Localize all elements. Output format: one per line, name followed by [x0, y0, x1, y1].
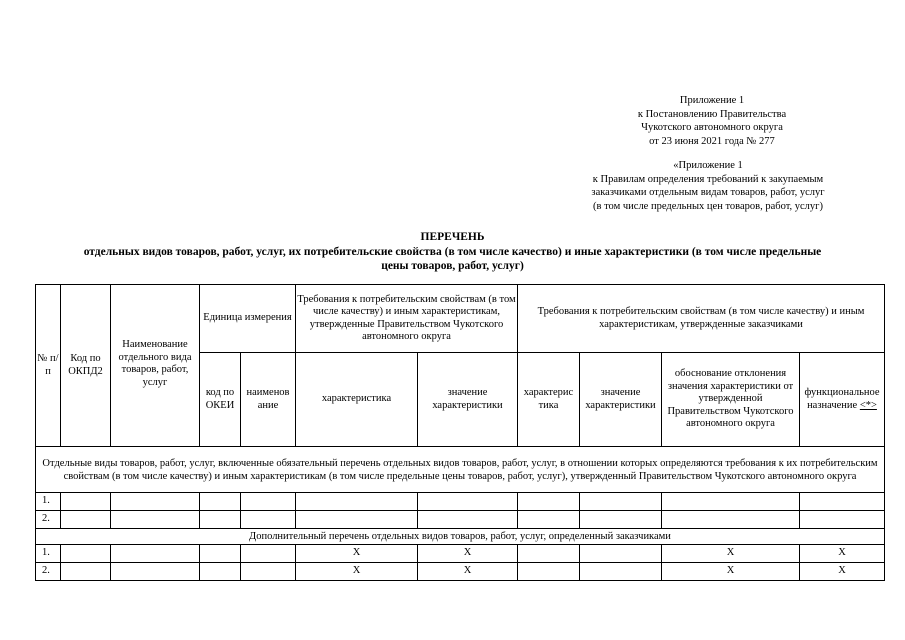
appendix-1-line: Чукотского автономного округа — [641, 122, 783, 133]
appendix-1-line: к Постановлению Правительства — [637, 108, 787, 120]
footnote-link[interactable]: <*> — [859, 399, 877, 411]
appendix-1-line: от 23 июня 2021 года № 277 — [649, 135, 775, 147]
mark-cell: X — [662, 563, 800, 581]
col-header-unit: Единица измерения — [200, 285, 296, 353]
col-header-deviation-justification: обоснование отклонения значения характеристики от утвержденной Правительством Чукотского автономного округа — [662, 353, 800, 447]
col-header-customer-value: значение характеристики — [580, 353, 662, 447]
mark-cell: X — [418, 563, 518, 581]
appendix-2-line: «Приложение 1 — [673, 160, 743, 171]
col-header-unit-code: код по ОКЕИ — [200, 353, 241, 447]
col-header-gov-value: значение характеристики — [418, 353, 518, 447]
appendix-1-block — [587, 94, 837, 148]
section-1-heading: Отдельные виды товаров, работ, услуг, включенные обязательный перечень отдельных видов товаров, работ, услуг, в отношении которых определяются требования к их потребительским свойствам (в том числе качеству) и иным характеристикам (в том числе предельные цены товаров, работ, услуг), утвержденный Правительством Чукотского автономного округа — [36, 447, 885, 493]
table-row — [36, 493, 885, 511]
col-header-customer-characteristic: характерис тика — [518, 353, 580, 447]
col-header-name: Наименование отдельного вида товаров, работ, услуг — [111, 285, 200, 447]
table-row — [36, 563, 885, 581]
table-row — [36, 545, 885, 563]
mark-cell: X — [800, 563, 885, 581]
section-2-row — [36, 529, 885, 545]
section-2-heading: Дополнительный перечень отдельных видов товаров, работ, услуг, определенный заказчиками — [36, 529, 885, 545]
row-number: 1. — [36, 545, 61, 563]
section-1-row — [36, 447, 885, 493]
col-header-gov-requirements: Требования к потребительским свойствам (в том числе качеству) и иным характеристикам, утвержденные Правительством Чукотского автономного округа — [296, 285, 518, 353]
mark-cell: X — [418, 545, 518, 563]
appendix-1-line: Приложение 1 — [679, 95, 745, 106]
col-header-customer-requirements: Требования к потребительским свойствам (в том числе качеству) и иным характеристикам, утвержденные заказчиками — [518, 285, 885, 353]
row-number: 2. — [36, 563, 61, 581]
goods-list-table — [35, 284, 885, 581]
mark-cell: X — [662, 545, 800, 563]
mark-cell: X — [296, 545, 418, 563]
functional-purpose-label: функциональное назначение — [804, 387, 880, 411]
appendix-2-block — [563, 159, 853, 213]
mark-cell: X — [800, 545, 885, 563]
row-number: 2. — [36, 511, 61, 529]
row-number: 1. — [36, 493, 61, 511]
appendix-2-line: к Правилам определения требований к закупаемым — [592, 173, 824, 185]
table-row — [36, 511, 885, 529]
col-header-gov-characteristic: характеристика — [296, 353, 418, 447]
mark-cell: X — [296, 563, 418, 581]
document-title: ПЕРЕЧЕНЬ — [420, 231, 485, 243]
document-subtitle: отдельных видов товаров, работ, услуг, их потребительские свойства (в том числе качество) и иные характеристики (в том числе предельные цены товаров, работ, услуг) — [83, 246, 822, 272]
col-header-okpd: Код по ОКПД2 — [61, 285, 111, 447]
col-header-functional-purpose — [800, 353, 885, 447]
col-header-num: № п/п — [36, 285, 61, 447]
appendix-2-line: (в том числе предельных цен товаров, работ, услуг) — [593, 200, 823, 212]
col-header-unit-name: наименов ание — [241, 353, 296, 447]
header-row-1 — [36, 285, 885, 353]
appendix-2-line: заказчиками отдельным видам товаров, работ, услуг — [591, 187, 825, 198]
